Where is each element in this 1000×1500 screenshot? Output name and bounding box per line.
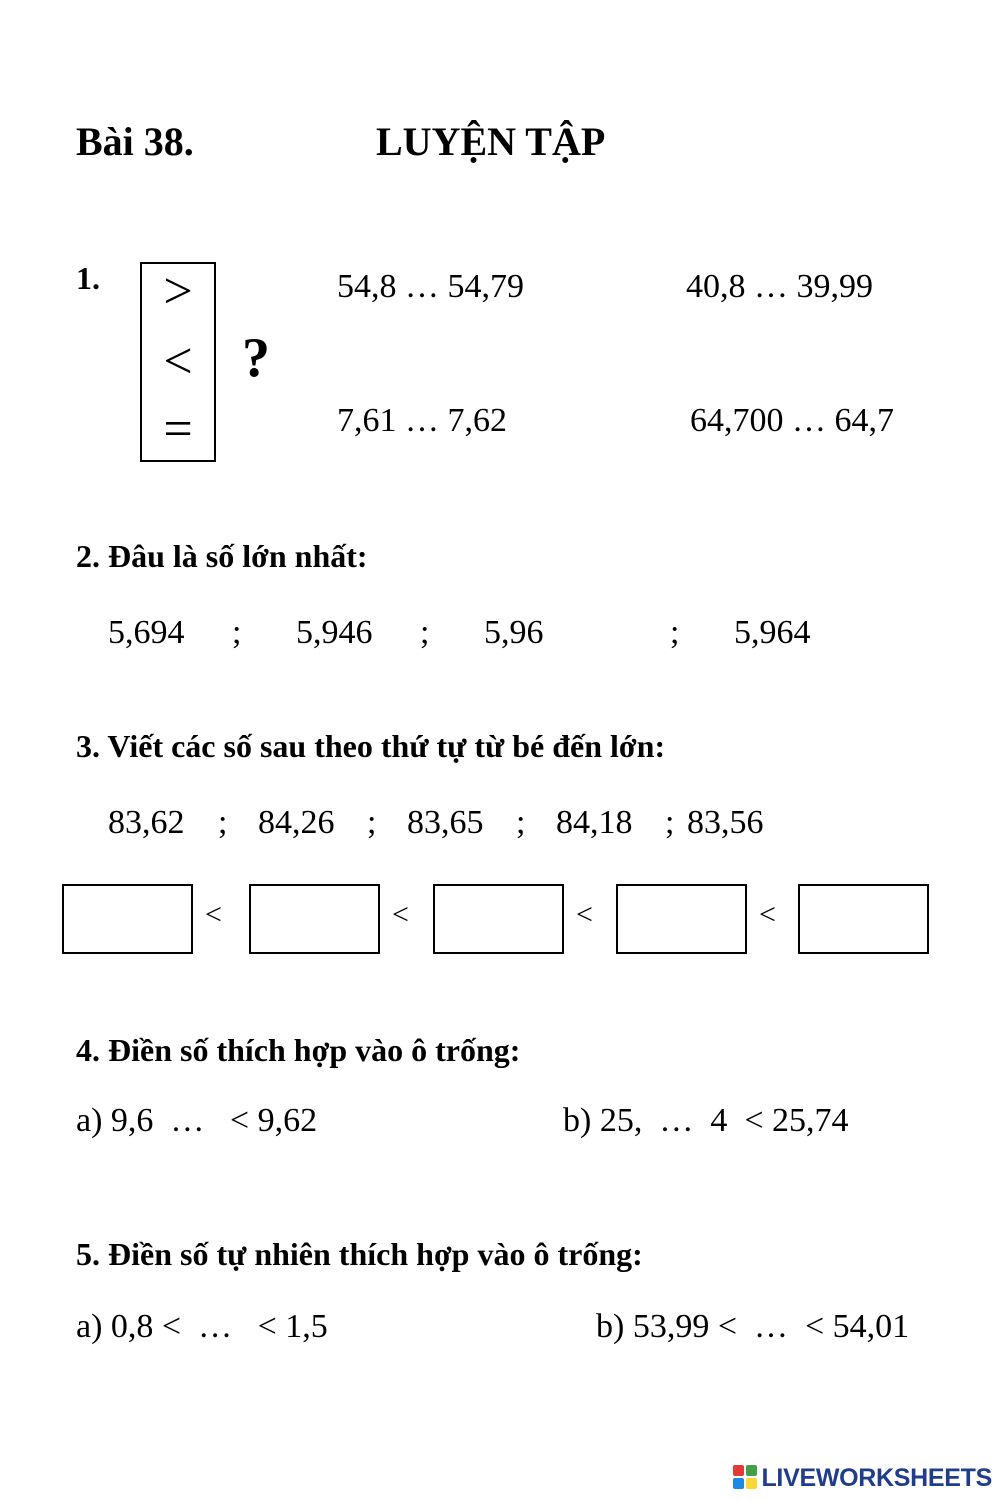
less-than-symbol: <	[163, 333, 193, 390]
q2-option-1[interactable]: 5,694	[108, 614, 185, 651]
q2-option-2[interactable]: 5,946	[296, 614, 373, 651]
q3-heading: 3. Viết các số sau theo thứ tự từ bé đến lớn:	[76, 728, 666, 764]
q2-option-3[interactable]: 5,96	[484, 614, 544, 651]
logo-square	[746, 1478, 757, 1489]
q2-option-4[interactable]: 5,964	[734, 614, 811, 651]
comparison-symbols-box	[140, 262, 216, 462]
greater-than-symbol: >	[163, 263, 193, 320]
q3-number-3: 83,65	[407, 804, 484, 841]
q1-item-3[interactable]: 7,61 … 7,62	[337, 402, 507, 439]
q3-separator: ;	[516, 804, 526, 841]
less-than-sign: <	[576, 898, 593, 931]
q3-separator: ;	[218, 804, 228, 841]
less-than-sign: <	[392, 898, 409, 931]
equals-symbol: =	[163, 401, 193, 458]
q3-number-1: 83,62	[108, 804, 185, 841]
q4-heading: 4. Điền số thích hợp vào ô trống:	[76, 1032, 521, 1068]
lesson-number: Bài 38.	[76, 119, 194, 164]
q3-answer-box-3[interactable]	[433, 884, 564, 954]
q3-number-2: 84,26	[258, 804, 335, 841]
logo-square	[746, 1465, 757, 1476]
logo-square	[733, 1478, 744, 1489]
q5-part-b[interactable]: b) 53,99 < … < 54,01	[596, 1308, 910, 1345]
q3-number-5: 83,56	[687, 804, 764, 841]
q2-separator: ;	[420, 614, 430, 651]
q3-answer-box-2[interactable]	[249, 884, 380, 954]
q1-item-1[interactable]: 54,8 … 54,79	[337, 268, 524, 305]
q2-heading: 2. Đâu là số lớn nhất:	[76, 538, 368, 574]
q3-answer-box-1[interactable]	[62, 884, 193, 954]
q1-item-4[interactable]: 64,700 … 64,7	[690, 402, 894, 439]
q3-separator: ;	[367, 804, 377, 841]
less-than-sign: <	[205, 898, 222, 931]
q4-part-b[interactable]: b) 25, … 4 < 25,74	[563, 1102, 849, 1139]
liveworksheets-logo	[733, 1464, 992, 1492]
q1-item-2[interactable]: 40,8 … 39,99	[686, 268, 873, 305]
q4-part-a[interactable]: a) 9,6 … < 9,62	[76, 1102, 318, 1139]
q2-separator: ;	[670, 614, 680, 651]
liveworksheets-logo-text: LIVEWORKSHEETS	[761, 1463, 992, 1492]
q1-number: 1.	[76, 260, 100, 296]
q3-answer-box-5[interactable]	[798, 884, 929, 954]
q3-answer-box-4[interactable]	[616, 884, 747, 954]
question-mark: ?	[242, 327, 270, 389]
liveworksheets-logo-icon	[733, 1465, 759, 1491]
logo-square	[733, 1465, 744, 1476]
q5-part-a[interactable]: a) 0,8 < … < 1,5	[76, 1308, 328, 1345]
q5-heading: 5. Điền số tự nhiên thích hợp vào ô trống:	[76, 1236, 643, 1272]
less-than-sign: <	[759, 898, 776, 931]
q3-separator: ;	[665, 804, 675, 841]
page-title: LUYỆN TẬP	[376, 119, 606, 164]
q3-number-4: 84,18	[556, 804, 633, 841]
q2-separator: ;	[232, 614, 242, 651]
